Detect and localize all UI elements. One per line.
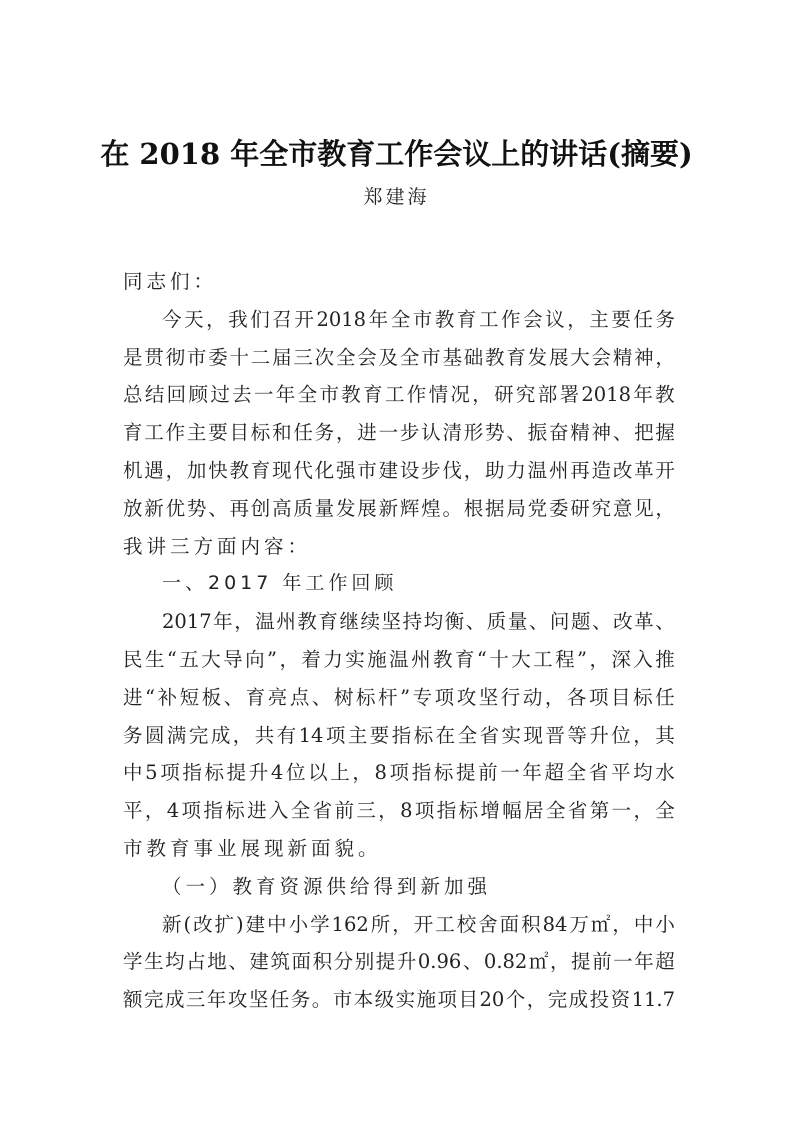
line-text: 我讲三方面内容：	[123, 534, 312, 558]
section-heading-2	[123, 868, 675, 906]
section-heading-1	[123, 565, 675, 603]
document-body	[123, 263, 675, 1019]
paragraph-line: 机 遇 ， 加 快 教 育 现 代 化 强 市 建 设 步 伐 ， 助 力 温 州 再 造 改 革 开	[123, 458, 675, 482]
document-title: 在 2018 年全市教育工作会议上的讲话(摘要)	[100, 137, 693, 171]
document-author: 郑建海	[363, 186, 430, 208]
paragraph-line: 放 新 优 势 、 再 创 高 质 量 发 展 新 辉 煌 。 根 据 局 党 委 研 究 意 见 ，	[123, 496, 675, 520]
paragraph-review	[123, 603, 675, 868]
paragraph-intro	[123, 301, 675, 566]
paragraph-line: 中 5 项 指 标 提 升 4 位 以 上 ， 8 项 指 标 提 前 一 年 超 全 省 平 均 水	[123, 761, 675, 785]
paragraph-line: 总 结 回 顾 过 去 一 年 全 市 教 育 工 作 情 况 ， 研 究 部 署 2018 年 教	[123, 383, 675, 407]
paragraph-resources	[123, 906, 675, 1019]
heading-text: （一）教育资源供给得到新加强	[162, 874, 492, 898]
heading-text: 一、2017 年工作回顾	[162, 572, 398, 595]
paragraph-line: 今 天 ， 我 们 召 开 2018 年 全 市 教 育 工 作 会 议 ， 主 要 任 务	[162, 307, 675, 331]
paragraph-line: 务 圆 满 完 成 ， 共 有 14 项 主 要 指 标 在 全 省 实 现 晋 等 升 位 ， 其	[123, 723, 675, 747]
paragraph-line: 2017 年 ， 温 州 教 育 继 续 坚 持 均 衡 、 质 量 、 问 题 、 改 革 、	[162, 610, 675, 634]
salutation-text: 同志们：	[123, 270, 218, 293]
paragraph-line: 学 生 均 占 地 、 建 筑 面 积 分 别 提 升 0.96 、 0.82 ㎡ ， 提 前 一 年 超	[123, 950, 675, 974]
paragraph-line	[123, 528, 675, 566]
line-text: 市教育事业展现新面貌。	[123, 836, 382, 860]
paragraph-line: 平 ， 4 项 指 标 进 入 全 省 前 三 ， 8 项 指 标 增 幅 居 全 省 第 一 ， 全	[123, 799, 675, 823]
paragraph-line: 是 贯 彻 市 委 十 二 届 三 次 全 会 及 全 市 基 础 教 育 发 展 大 会 精 神 ，	[123, 345, 675, 369]
paragraph-line: 育 工 作 主 要 目 标 和 任 务 ， 进 一 步 认 清 形 势 、 振 奋 精 神 、 把 握	[123, 421, 675, 445]
paragraph-line: 新 ( 改 扩 ) 建 中 小 学 162 所 ， 开 工 校 舍 面 积 84 万 ㎡ ， 中 小	[162, 912, 675, 936]
paragraph-line	[123, 830, 675, 868]
paragraph-line: 进 “ 补 短 板 、 育 亮 点 、 树 标 杆 ” 专 项 攻 坚 行 动 ， 各 项 目 标 任	[123, 685, 675, 709]
salutation	[123, 263, 675, 301]
paragraph-line: 额 完 成 三 年 攻 坚 任 务 。 市 本 级 实 施 项 目 20 个 ， 完 成 投 资 11.7	[123, 988, 675, 1012]
paragraph-line: 民 生 “ 五 大 导 向 ” ， 着 力 实 施 温 州 教 育 “ 十 大 工 程 ” ， 深 入 推	[123, 647, 675, 671]
